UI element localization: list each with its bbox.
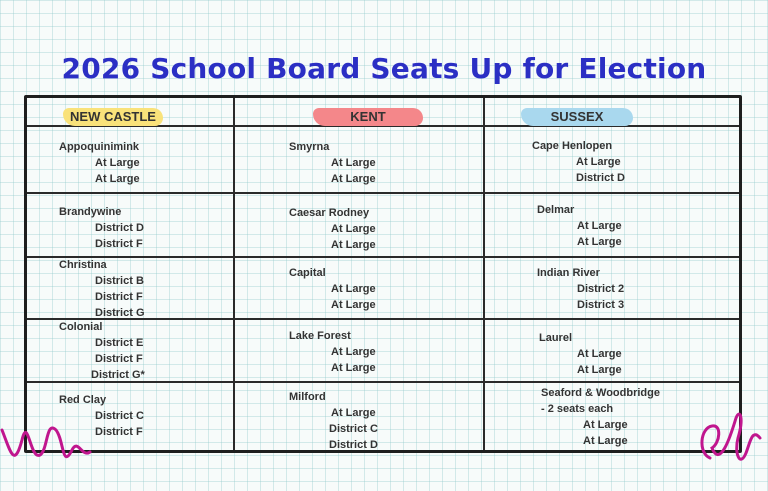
seat: District D [329,439,378,451]
district-name: Christina [59,259,107,271]
district-block [59,257,145,321]
seat: At Large [583,419,628,431]
district-block [289,139,376,187]
district-name: Lake Forest [289,330,351,342]
seat: District D [95,222,144,234]
district-note: - 2 seats each [541,403,614,415]
district-name: Smyrna [289,141,330,153]
district-name: Delmar [537,204,575,216]
seat: At Large [95,173,140,185]
district-name: Capital [289,267,326,279]
seat: District F [95,291,143,303]
district-name: Seaford & Woodbridge [541,387,660,399]
county-header-new-castle: NEW CASTLE [63,106,163,128]
seat: At Large [331,283,376,295]
district-block [289,205,376,253]
seat: At Large [576,156,621,168]
district-block [59,319,145,383]
scribble-left-decoration [0,400,110,480]
seat: District F [95,426,143,438]
district-name: Milford [289,391,326,403]
seat: District G* [91,369,145,381]
district-name: Red Clay [59,394,107,406]
county-header-kent: KENT [313,106,423,128]
district-block [541,385,660,449]
seat: District C [329,423,378,435]
seat: At Large [331,407,376,419]
seat: At Large [331,299,376,311]
district-name: Caesar Rodney [289,207,370,219]
seat: At Large [331,223,376,235]
district-block [59,204,144,252]
column-divider [233,98,235,450]
seat: At Large [331,173,376,185]
seat: At Large [583,435,628,447]
district-block [289,328,376,376]
seat: District G [95,307,145,319]
seat: District 3 [577,299,625,311]
district-name: Brandywine [59,206,122,218]
seat: District D [576,172,625,184]
seat: At Large [577,364,622,376]
seat: District 2 [577,283,625,295]
seat: District F [95,353,143,365]
seat: At Large [331,157,376,169]
row-divider [27,192,739,194]
seat: At Large [331,346,376,358]
seat: District C [95,410,144,422]
district-block [289,265,376,313]
seat: At Large [577,236,622,248]
district-block [537,202,622,250]
column-divider [483,98,485,450]
district-name: Appoquinimink [59,141,140,153]
page-title: 2026 School Board Seats Up for Election [61,52,707,85]
district-name: Colonial [59,321,103,333]
scribble-right-decoration [690,398,768,488]
district-block [289,389,378,453]
district-name: Cape Henlopen [532,140,613,152]
district-name: Laurel [539,332,573,344]
seat: District F [95,238,143,250]
seat: At Large [331,362,376,374]
seat: At Large [331,239,376,251]
district-block [59,139,140,187]
seat: At Large [577,348,622,360]
seat: District B [95,275,144,287]
seats-table [24,95,742,453]
seat: At Large [577,220,622,232]
seat: District E [95,337,144,349]
district-name: Indian River [537,267,600,279]
district-block [532,138,625,186]
district-block [537,265,624,313]
seat: At Large [95,157,140,169]
district-block [539,330,622,378]
county-header-sussex: SUSSEX [521,106,633,128]
